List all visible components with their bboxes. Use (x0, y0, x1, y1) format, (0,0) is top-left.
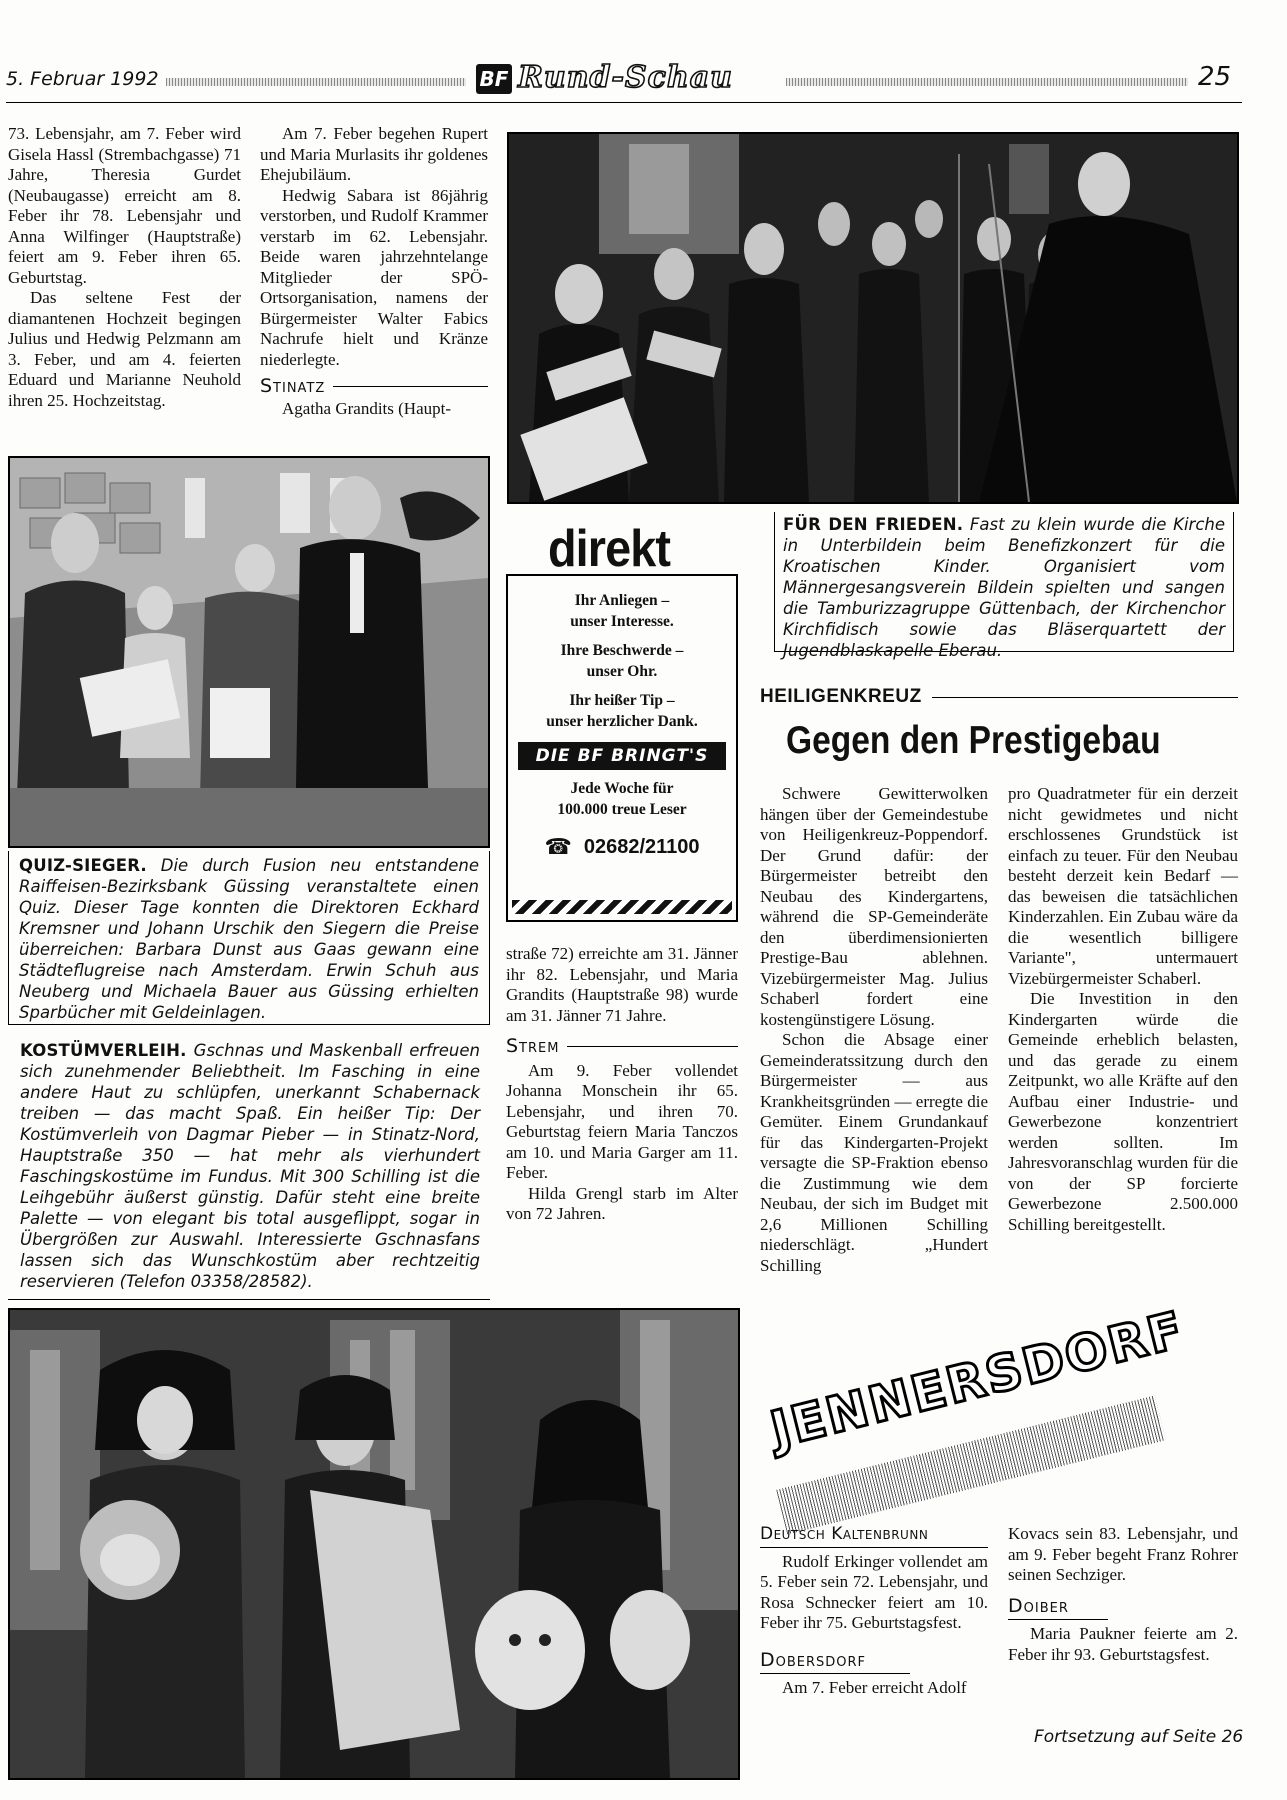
section-heading-text: Deutsch Kaltenbrunn (760, 1524, 929, 1544)
section-heading-strem (506, 1036, 738, 1057)
heading-rule (1008, 1619, 1108, 1620)
heading-rule (567, 1046, 738, 1047)
quiz-label: QUIZ-SIEGER. (19, 856, 147, 875)
header-rule-left (166, 78, 466, 86)
colmid-paragraph: straße 72) erreichte am 31. Jänner ihr 82. Lebensjahr, und Maria Grandits (Hauptstraße 98) wurde am 31. Jänner 71 Jahre. (506, 944, 738, 1025)
section-heading-doiber (1008, 1596, 1238, 1621)
header-date: 5. Februar 1992 (6, 68, 159, 90)
direkt-line: unser Interesse. (570, 613, 674, 630)
jennersdorf-paragraph: Kovacs sein 83. Lebensjahr, und am 9. Feber begeht Franz Rohrer seinen Sechziger. (1008, 1524, 1238, 1584)
jennersdorf-col2 (1008, 1524, 1238, 1665)
heiligenkreuz-col2 (1008, 784, 1238, 1235)
jennersdorf-banner: JENNERSDORF (764, 1300, 1191, 1460)
heiligenkreuz-paragraph: Die Investition in den Kindergarten würde die Gemeinde erheblich belasten, und das gerade zu einem Zeitpunkt, wo alle Kräfte auf den Aufbau einer Industrie- und Gewerbezone konzentriert werden sollten. Im Jahresvoranschlag wurden für die von der SP forcierte Gewerbezone 2.500.000 Schilling bereitgestellt. (1008, 989, 1238, 1234)
jennersdorf-col1 (760, 1524, 988, 1699)
kicker-rule (932, 697, 1238, 698)
direkt-zigzag (512, 900, 732, 914)
section-title: Rund-Schau (518, 60, 733, 95)
direkt-title: direkt (548, 520, 671, 578)
direkt-line: Ihr heißer Tip – (569, 692, 675, 709)
heiligenkreuz-kicker-row (760, 686, 1238, 708)
colmid-paragraph: Hilda Grengl starb im Alter von 72 Jahren. (506, 1183, 738, 1223)
page-header (6, 62, 1242, 102)
colmid-paragraph: Am 9. Feber vollendet Johanna Monschein ihr 65. Lebensjahr, und ihren 70. Geburtstag feiern Maria Tanczos am 10. und Maria Garger am 11. Feber. (506, 1060, 738, 1182)
bf-logo (476, 64, 512, 94)
section-heading-deutsch-kaltenbrunn (760, 1524, 988, 1548)
direkt-line: unser herzlicher Dank. (546, 713, 698, 730)
section-heading-text: Doiber (1008, 1594, 1069, 1617)
section-heading-text: Stinatz (260, 375, 326, 397)
heiligenkreuz-headline: Gegen den Prestigebau (786, 719, 1161, 762)
header-rule-right (786, 78, 1188, 86)
kostuem-label: KOSTÜMVERLEIH. (20, 1041, 187, 1060)
col1-top-text (8, 124, 241, 411)
direkt-banner (518, 742, 726, 770)
section-heading-stinatz (260, 376, 488, 397)
direkt-line: Ihr Anliegen – (574, 592, 670, 609)
choir-photo (507, 132, 1239, 504)
continued-note: Fortsetzung auf Seite 26 (1034, 1727, 1244, 1747)
col2-paragraph: Hedwig Sabara ist 86jährig verstorben, und Rudolf Krammer verstarb im 62. Lebensjahr. Beide waren jahrzehntelange Mitglieder der SPÖ-Ortsorganisation, namens der Bürgermeister Walter Fabics Nachrufe hielt und Kränze niederlegte. (260, 185, 488, 369)
frieden-caption (774, 512, 1234, 660)
direkt-line: 100.000 treue Leser (557, 801, 687, 818)
heiligenkreuz-paragraph: pro Quadratmeter für ein derzeit nicht gewidmetes und nicht erschlossenes Grundstück ist einfach zu teuer. Für den Neubau besteht derzeit kein Bedarf — das beweisen die tatsächlichen Kinderzahlen. Ein Zubau wäre da die wesentlich billigere Variante", untermauert Vizebürgermeister Schaberl. (1008, 784, 1238, 988)
col-mid-text (506, 944, 738, 1225)
kostuem-text: Gschnas und Maskenball erfreuen sich zunehmender Beliebtheit. Im Fasching in eine andere Haut zu schlüpfen, unerkannt Schabernack treiben — das macht Spaß. Ein heißer Tip: Der Kostümverleih von Dagmar Pieber — in Stinatz-Nord, Hauptstraße 350 — hat mehr als vierhundert Faschingskostüme im Fundus. Mit 300 Schilling ist die Leihgebühr äußerst günstig. Dafür steht eine breite Palette — von elegant bis total ausgeflippt, sogar in Übergrößen zur Auswahl. Interessierte Gschnasfans lassen sich das Wunschkostüm aber rechtzeitig reservieren (Telefon 03358/28582). (20, 1041, 480, 1291)
direkt-ad (506, 522, 738, 922)
page-number: 25 (1198, 62, 1232, 92)
heading-rule (760, 1673, 910, 1674)
section-heading-text: Dobersdorf (760, 1648, 867, 1671)
quiz-caption (8, 851, 490, 1025)
direkt-line: Ihre Beschwerde – (560, 642, 684, 659)
quiz-photo (8, 456, 490, 848)
direkt-line: Jede Woche für (570, 780, 674, 797)
col2-paragraph: Agatha Grandits (Haupt- (282, 398, 452, 418)
telephone-icon: ☎ (544, 834, 572, 859)
jennersdorf-paragraph: Maria Paukner feierte am 2. Feber ihr 93. Geburtstagsfest. (1008, 1624, 1238, 1664)
col1-paragraph: Das seltene Fest der diamantenen Hochzeit begingen Julius und Hedwig Pelzmann am 3. Feber, und am 4. feierten Eduard und Marianne Neuhold ihren 25. Hochzeitstag. (8, 288, 241, 410)
col1-paragraph: 73. Lebensjahr, am 7. Feber wird Gisela Hassl (Strembachgasse) 71 Jahre, Theresia Gurdet (Neubaugasse) erreicht am 8. Feber ihr 78. Lebensjahr und Anna Wilfinger (Hauptstraße) feiert am 9. Feber ihren 65. Geburtstag. (8, 124, 241, 287)
section-heading-dobersdorf (760, 1650, 988, 1675)
choir-photo-image (509, 134, 1237, 502)
frieden-text: Fast zu klein wurde die Kirche in Unterbildein beim Benefizkonzert für die Kroatischen Kinder. Organisiert vom Männergesangsverein Bildein spielten und sangen die Tamburizzagruppe Güttenbach, der Kirchenchor Kirchfidisch sowie das Bläserquartett der Jugendblaskapelle Eberau. (783, 515, 1225, 660)
direkt-footer (508, 778, 736, 820)
direkt-box (506, 574, 738, 922)
heiligenkreuz-col1 (760, 784, 988, 1276)
quiz-text: Die durch Fusion neu entstandene Raiffeisen-Bezirksbank Güssing veranstaltete einen Quiz. Dieser Tage konnten die Direktoren Eckhard Kremsner und Johann Urschik den Siegern die Preise überreichen: Barbara Dunst aus Gaas gewann eine Städteflugreise nach Amsterdam. Erwin Schuh aus Neuberg und Michaela Bauer aus Güssing erhielten Sparbücher mit Geldeinlagen. (19, 856, 479, 1022)
jennersdorf-banner-wrap (760, 1300, 1230, 1530)
quiz-photo-image (10, 458, 488, 846)
direkt-line: unser Ohr. (586, 663, 658, 680)
kostuem-caption (8, 1036, 490, 1300)
col2-top-text (260, 124, 488, 419)
heiligenkreuz-kicker: HEILIGENKREUZ (760, 686, 922, 707)
jennersdorf-paragraph: Rudolf Erkinger vollendet am 5. Feber sein 72. Lebensjahr, und Rosa Schnecker feiert am 10. Feber ihr 75. Geburtstagsfest. (760, 1551, 988, 1632)
col2-paragraph: Am 7. Feber begehen Rupert und Maria Murlasits ihr goldenes Ehejubiläum. (260, 124, 488, 184)
direkt-banner-text: DIE BF BRINGT'S (535, 746, 709, 766)
frieden-label: FÜR DEN FRIEDEN. (783, 515, 964, 534)
direkt-phone-row (508, 834, 736, 860)
bf-logo-text: BF (479, 67, 509, 91)
costume-photo-image (10, 1310, 738, 1778)
heiligenkreuz-paragraph: Schon die Absage einer Gemeinderatssitzung durch den Bürgermeister — aus Krankheitsgründen — erregte die Gemüter. Einem Grundankauf für das Kindergarten-Projekt versagte die SP-Fraktion ebenso die Zustimmung wie dem Neubau, der sich im Budget mit 2,6 Millionen Schilling niederschlägt. „Hundert Schilling (760, 1030, 988, 1275)
costume-photo (8, 1308, 740, 1780)
heiligenkreuz-paragraph: Schwere Gewitterwolken hängen über der Gemeindestube von Heiligenkreuz-Poppendorf. Der Grund dafür: der Bürgermeister betreibt den Neubau des Kindergartens, während die SP-Gemeinderäte den überdimensionierten Prestige-Bau ablehnen. Vizebürgermeister Mag. Julius Schaberl fordert eine kostengünstigere Lösung. (760, 784, 988, 1029)
heading-rule (760, 1547, 988, 1548)
section-heading-text: Strem (506, 1035, 560, 1057)
jennersdorf-paragraph: Am 7. Feber erreicht Adolf (782, 1678, 967, 1697)
heading-rule (333, 386, 488, 387)
direkt-phone: 02682/21100 (583, 835, 700, 858)
header-underline (6, 102, 1242, 103)
direkt-body (508, 576, 736, 732)
